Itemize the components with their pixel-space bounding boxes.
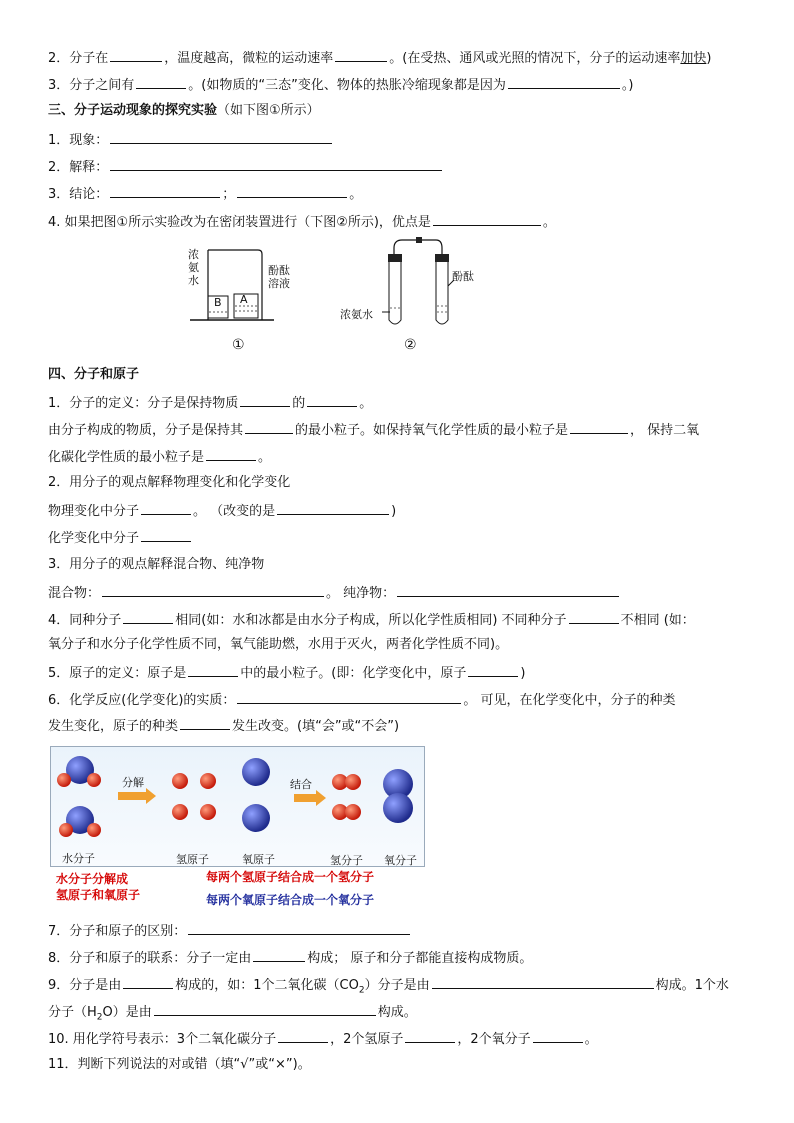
conclusion: 3．结论： ； 。 — [48, 184, 362, 204]
q2-motion: 2．分子在 ，温度越高，微粒的运动速率 。(在受热、通风或光照的情况下，分子的运动速率加快) — [48, 48, 711, 68]
figure-1-number: ① — [232, 337, 245, 353]
blank[interactable] — [110, 184, 220, 198]
m9: 4．同种分子 相同(如：水和冰都是由水分子构成，所以化学性质相同) 不同种分子 不相同 (如： — [48, 610, 695, 630]
caption-decompose-1: 水分子分解成 — [56, 872, 129, 886]
blank[interactable] — [277, 501, 389, 515]
m11: 5．原子的定义：原子是 中的最小粒子。(即：化学变化中，原子 ) — [48, 663, 525, 683]
blank[interactable] — [569, 610, 619, 624]
blank[interactable] — [405, 1029, 455, 1043]
section-3-title: 三、分子运动现象的探究实验（如下图①所示） — [48, 103, 320, 118]
blank[interactable] — [335, 48, 387, 62]
m6: 化学变化中分子 — [48, 528, 193, 548]
label-oxygen-atom: 氧原子 — [242, 853, 275, 866]
n12: 11．判断下列说法的对或错（填“√”或“×”)。 — [48, 1057, 311, 1072]
caption-o2: 每两个氧原子结合成一个氧分子 — [206, 893, 375, 907]
beaker-a-label: A — [240, 293, 248, 306]
n9: 9．分子是由 构成的，如：1个二氧化碳$(CO_2)$分子是由 构成。1个水 — [48, 975, 729, 1000]
blank[interactable] — [237, 184, 347, 198]
q4-closed: 4. 如果把图①所示实验改为在密闭装置进行（下图②所示)，优点是 。 — [48, 212, 556, 232]
blank[interactable] — [188, 663, 238, 677]
caption-decompose-2: 氢原子和氧原子 — [56, 888, 141, 902]
blank[interactable] — [533, 1029, 583, 1043]
m7: 3．用分子的观点解释混合物、纯净物 — [48, 557, 265, 572]
blank[interactable] — [123, 610, 173, 624]
label-water-molecule: 水分子 — [62, 852, 95, 865]
blank[interactable] — [432, 975, 654, 989]
phenomenon: 1．现象： — [48, 130, 334, 150]
label-hydrogen-molecule: 氢分子 — [330, 854, 363, 867]
m3: 化碳化学性质的最小粒子是 。 — [48, 447, 271, 467]
n10: 分子$(H_2O)$是由 构成。 — [48, 1002, 417, 1027]
m10: 氧分子和水分子化学性质不同，氧气能助燃，水用于灭火，两者化学性质不同)。 — [48, 637, 509, 652]
blank[interactable] — [206, 447, 256, 461]
blank[interactable] — [110, 130, 332, 144]
blank[interactable] — [307, 393, 357, 407]
figure-2-number: ② — [404, 337, 417, 353]
arrow-combine-label: 结合 — [290, 778, 312, 791]
ammonia-label-2: 浓氨水 — [340, 308, 373, 321]
blank[interactable] — [110, 157, 442, 171]
blank[interactable] — [278, 1029, 328, 1043]
blank[interactable] — [102, 583, 324, 597]
blank[interactable] — [154, 1002, 376, 1016]
blank[interactable] — [468, 663, 518, 677]
n11: 10. 用化学符号表示：3个二氧化碳分子 ，2个氢原子 ，2个氧分子 。 — [48, 1029, 598, 1049]
blank[interactable] — [508, 75, 620, 89]
m12: 6．化学反应(化学变化)的实质： 。 可见，在化学变化中，分子的种类 — [48, 690, 676, 710]
blank[interactable] — [240, 393, 290, 407]
blank[interactable] — [110, 48, 162, 62]
n8: 8．分子和原子的联系：分子一定由 构成； 原子和分子都能直接构成物质。 — [48, 948, 532, 968]
blank[interactable] — [180, 716, 230, 730]
m4: 2．用分子的观点解释物理变化和化学变化 — [48, 475, 291, 490]
blank[interactable] — [136, 75, 186, 89]
blank[interactable] — [237, 690, 461, 704]
ammonia-label: 浓氨水 — [188, 248, 199, 287]
q3-gap: 3．分子之间有 。(如物质的“三态”变化、物体的热胀冷缩现象都是因为 。) — [48, 75, 633, 95]
m8: 混合物： 。 纯净物： — [48, 583, 621, 603]
m1: 1．分子的定义：分子是保持物质 的 。 — [48, 393, 372, 413]
blank[interactable] — [188, 921, 410, 935]
label-hydrogen-atom: 氢原子 — [176, 853, 209, 866]
blank[interactable] — [141, 501, 191, 515]
blank[interactable] — [245, 420, 293, 434]
molecule-diagram — [50, 746, 426, 868]
beaker-b-label: B — [214, 296, 222, 309]
caption-h2: 每两个氢原子结合成一个氢分子 — [206, 870, 375, 884]
m5: 物理变化中分子 。 （改变的是 ) — [48, 501, 396, 521]
section-4-title: 四、分子和原子 — [48, 367, 140, 382]
blank[interactable] — [253, 948, 305, 962]
phenol-label: 酚酞溶液 — [268, 264, 290, 290]
blank[interactable] — [397, 583, 619, 597]
m13: 发生变化，原子的种类 发生改变。(填“会”或“不会”) — [48, 716, 399, 736]
blank[interactable] — [141, 528, 191, 542]
n7: 7．分子和原子的区别： — [48, 921, 412, 941]
figure-2-tubes — [380, 236, 460, 332]
explanation: 2．解释： — [48, 157, 444, 177]
m2: 由分子构成的物质，分子是保持其 的最小粒子。如保持氧气化学性质的最小粒子是 ， 保持二氧 — [48, 420, 699, 440]
blank[interactable] — [433, 212, 541, 226]
blank[interactable] — [570, 420, 628, 434]
arrow-decompose-label: 分解 — [122, 776, 144, 789]
label-oxygen-molecule: 氧分子 — [384, 854, 417, 867]
phenol-label-2: 酚酞 — [452, 270, 474, 283]
blank[interactable] — [123, 975, 173, 989]
